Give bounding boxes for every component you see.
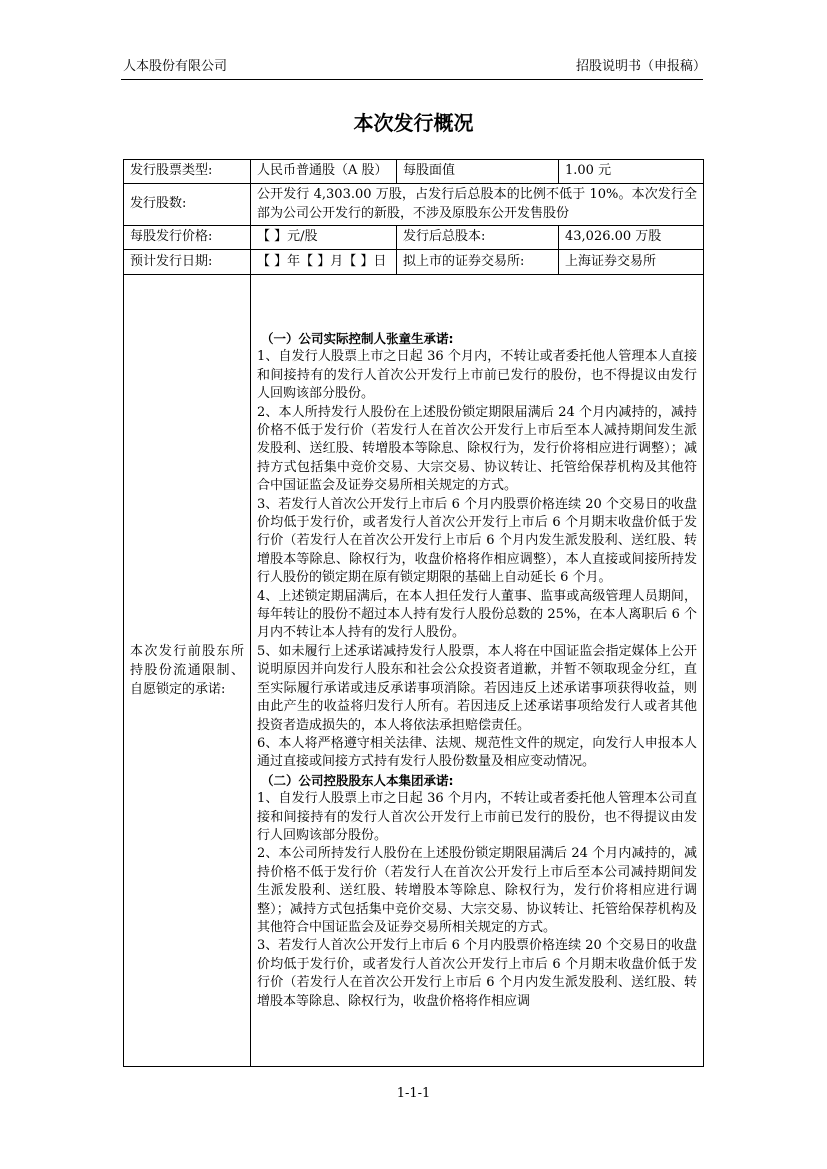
commitment-paragraph: 2、本人所持发行人股份在上述股份锁定期限届满后 24 个月内减持的，减持价格不低于发行价（若发行人在首次公开发行上市后至本人减持期间发生派发股利、送红股、转增股本等除息、除权行为，发行价将相应进行调整）；减持方式包括集中竞价交易、大宗交易、协议转让、托管给保荐机构及其他符合中国证监会及证券交易所相关规定的方式。 xyxy=(257,404,697,494)
table-row-stock-type xyxy=(124,160,704,184)
commitment-paragraph: 4、上述锁定期届满后，在本人担任发行人董事、监事或高级管理人员期间，每年转让的股份不超过本人持有发行人股份总数的 25%，在本人离职后 6 个月内不转让本人持有的发行人股份。 xyxy=(257,588,697,641)
commitment-paragraph: 5、如未履行上述承诺减持发行人股票，本人将在中国证监会指定媒体上公开说明原因并向发行人股东和社会公众投资者道歉，并暂不领取现金分红，直至实际履行承诺或违反承诺事项消除。若因违反上述承诺事项获得收益，则由此产生的收益将归发行人所有。若因违反上述承诺事项给发行人或者其他投资者造成损失的，本人将依法承担赔偿责任。 xyxy=(257,643,697,733)
commitment-paragraph: 3、若发行人首次公开发行上市后 6 个月内股票价格连续 20 个交易日的收盘价均低于发行价，或者发行人首次公开发行上市后 6 个月期末收盘价低于发行价（若发行人在首次公开发行上市后 6 个月内发生派发股利、送红股、转增股本等除息、除权行为，收盘价格将作相应调整），本人直接或间接所持发行人股份的锁定期在原有锁定期限的基础上自动延长 6 个月。 xyxy=(257,496,697,586)
lockup-commitments-content xyxy=(251,275,704,1067)
table-row-lockup xyxy=(124,275,704,1067)
offering-summary-table xyxy=(123,159,704,1067)
label-issue-price: 每股发行价格: xyxy=(124,226,251,250)
commitment-paragraph: 1、自发行人股票上市之日起 36 个月内，不转让或者委托他人管理本人直接和间接持有的发行人首次公开发行上市前已发行的股份，也不得提议由发行人回购该部分股份。 xyxy=(257,349,697,402)
label-lockup-commitments: 本次发行前股东所持股份流通限制、自愿锁定的承诺: xyxy=(124,275,251,1067)
section-heading-controller: （一）公司实际控制人张童生承诺: xyxy=(261,330,454,346)
value-issue-price: 【 】元/股 xyxy=(251,226,397,250)
header-divider xyxy=(121,79,703,80)
label-total-shares: 发行后总股本: xyxy=(397,226,559,250)
label-share-count: 发行股数: xyxy=(124,184,251,226)
section-heading-controlling-shareholder: （二）公司控股股东人本集团承诺: xyxy=(261,772,454,788)
label-stock-type: 发行股票类型: xyxy=(124,160,251,184)
label-par-value: 每股面值 xyxy=(397,160,559,184)
page-title: 本次发行概况 xyxy=(353,111,474,135)
value-exchange: 上海证券交易所 xyxy=(559,250,704,275)
value-total-shares: 43,026.00 万股 xyxy=(559,226,704,250)
label-exchange: 拟上市的证券交易所: xyxy=(397,250,559,275)
commitment-paragraph: 6、本人将严格遵守相关法律、法规、规范性文件的规定，向发行人申报本人通过直接或间接方式持有发行人股份数量及相应变动情况。 xyxy=(257,735,697,770)
value-issue-date: 【 】年【 】月【 】日 xyxy=(251,250,397,275)
value-stock-type: 人民币普通股（A 股） xyxy=(251,160,397,184)
page-number: 1-1-1 xyxy=(396,1086,431,1101)
commitment-paragraph: 3、若发行人首次公开发行上市后 6 个月内股票价格连续 20 个交易日的收盘价均低于发行价，或者发行人首次公开发行上市后 6 个月期末收盘价低于发行价（若发行人在首次公开发行上市后 6 个月内发生派发股利、送红股、转增股本等除息、除权行为，收盘价格将作相应调 xyxy=(257,938,697,1009)
table-row-date xyxy=(124,250,704,275)
header-company-name: 人本股份有限公司 xyxy=(123,59,228,74)
label-issue-date: 预计发行日期: xyxy=(124,250,251,275)
value-par-value: 1.00 元 xyxy=(559,160,704,184)
table-row-price xyxy=(124,226,704,250)
commitment-paragraph: 2、本公司所持发行人股份在上述股份锁定期限届满后 24 个月内减持的，减持价格不低于发行价（若发行人在首次公开发行上市后至本公司减持期间发生派发股利、送红股、转增股本等除息、除权行为，发行价将相应进行调整）；减持方式包括集中竞价交易、大宗交易、协议转让、托管给保荐机构及其他符合中国证监会及证券交易所相关规定的方式。 xyxy=(257,846,697,935)
value-share-count: 公开发行 4,303.00 万股，占发行后总股本的比例不低于 10%。本次发行全部为公司公开发行的新股，不涉及原股东公开发售股份 xyxy=(251,184,704,226)
table-row-share-count xyxy=(124,184,704,226)
commitment-paragraph: 1、自发行人股票上市之日起 36 个月内，不转让或者委托他人管理本公司直接和间接持有的发行人首次公开发行上市前已发行的股份，也不得提议由发行人回购该部分股份。 xyxy=(257,791,697,843)
header-document-type: 招股说明书（申报稿） xyxy=(575,59,706,74)
